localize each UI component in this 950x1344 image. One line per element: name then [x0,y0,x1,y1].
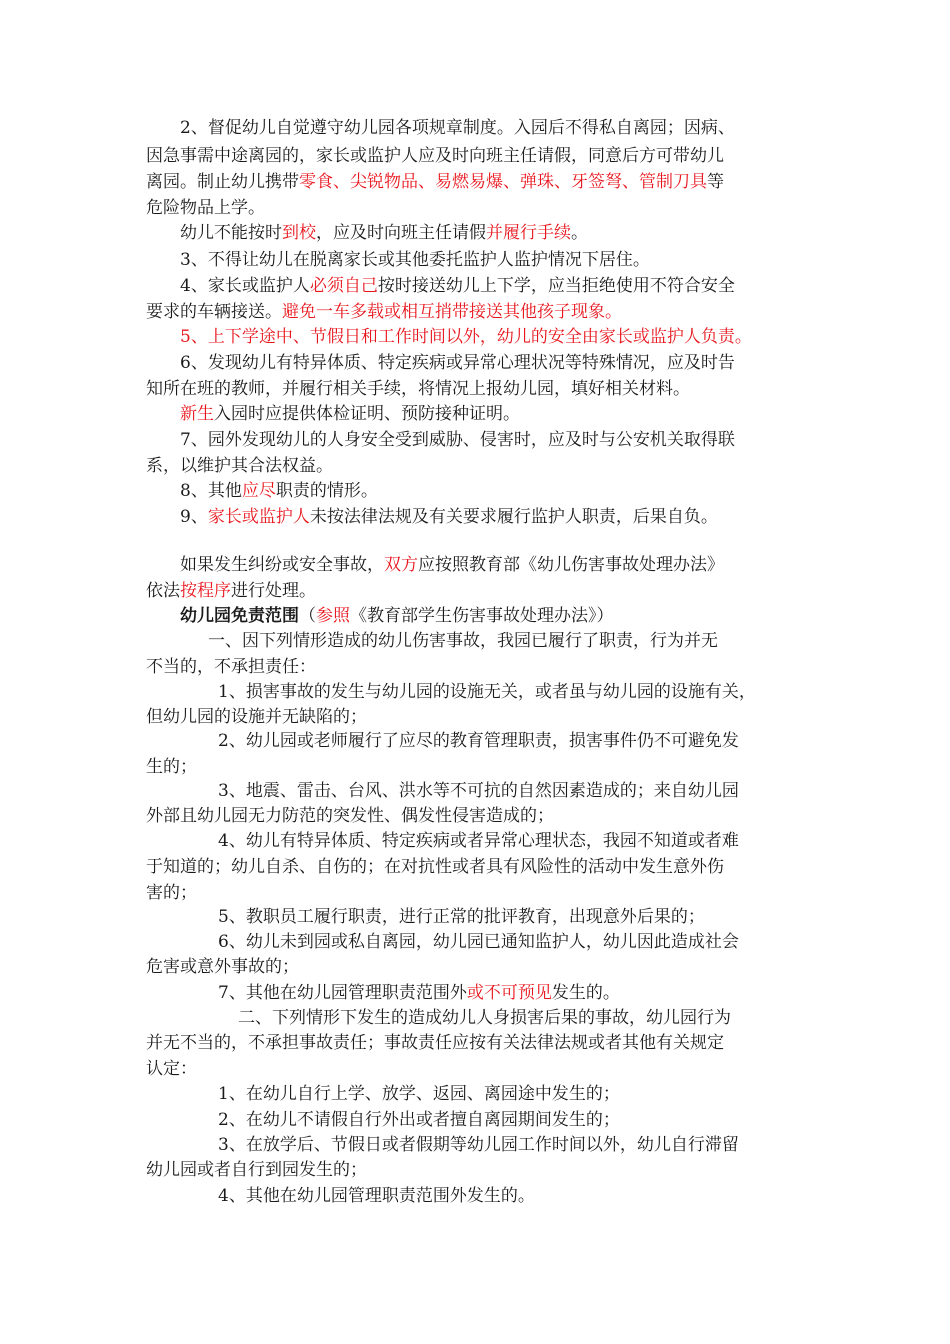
text-line [146,145,724,167]
text-run: 进行处理。 [231,581,316,601]
highlight-text: 避免一车多载或相互捎带接送其他孩子现象。 [282,302,622,322]
text-line [146,1032,724,1054]
text-line [180,117,735,139]
text-run: 生的； [146,757,197,777]
highlight-text: 或不可预见 [466,983,552,1003]
text-run: 6、发现幼儿有特异体质、特定疾病或异常心理状况等特殊情况，应及时告 [180,353,735,373]
text-run: 不当的，不承担责任： [146,657,316,677]
text-line [218,1185,535,1207]
text-line [218,780,739,802]
text-run: 幼儿园或者自行到园发生的； [146,1160,367,1180]
text-run: 5、教职员工履行职责，进行正常的批评教育，出现意外后果的； [218,907,705,927]
text-run: 二、下列情形下发生的造成幼儿人身损害后果的事故，幼儿园行为 [238,1008,731,1028]
text-run: 4、其他在幼儿园管理职责范围外发生的。 [218,1186,535,1206]
text-run: 7、园外发现幼儿的人身安全受到威胁、侵害时，应及时与公安机关取得联 [180,430,735,450]
highlight-text: 必须自己 [309,276,378,296]
text-run: 3、不得让幼儿在脱离家长或其他委托监护人监护情况下居住。 [180,250,650,270]
text-run: ，应及时向班主任请假 [316,223,486,243]
text-line [180,326,752,348]
text-run: 等 [707,172,724,192]
text-line [180,554,724,576]
highlight-text: 并履行手续 [486,223,571,243]
text-run: 职责的情形。 [275,481,378,501]
text-run: 认定： [146,1059,197,1079]
text-run: 7、其他在幼儿园管理职责范围外 [218,983,467,1003]
text-run: 于知道的；幼儿自杀、自伤的；在对抗性或者具有风险性的活动中发生意外伤 [146,857,724,877]
text-line [180,403,520,425]
text-line [146,656,316,678]
bold-text: 幼儿园免责范围 [180,606,299,626]
text-run: 知所在班的教师，并履行相关手续，将情况上报幼儿园，填好相关材料。 [146,379,690,399]
text-line [180,429,735,451]
highlight-text: 参照 [316,606,350,626]
highlight-text: 按程序 [180,581,231,601]
text-line [180,352,735,374]
text-run: 《教育部学生伤害事故处理办法》） [350,606,614,626]
text-run: 害的； [146,883,197,903]
text-line [218,830,739,852]
text-line [146,956,299,978]
highlight-text: 新生 [180,404,214,424]
text-line [180,249,650,271]
text-line [146,171,724,193]
text-line [218,931,739,953]
text-run: 入园时应提供体检证明、预防接种证明。 [214,404,520,424]
text-line [146,1058,197,1080]
text-line [208,630,718,652]
highlight-text: 家长或监护人 [207,507,310,527]
text-line [218,906,705,928]
text-line [180,480,378,502]
text-run: 并无不当的，不承担事故责任；事故责任应按有关法律法规或者其他有关规定 [146,1033,724,1053]
text-run: 2、在幼儿不请假自行外出或者擅自离园期间发生的； [218,1110,620,1130]
text-line [146,805,554,827]
text-line [146,756,197,778]
text-line [146,856,724,878]
text-run: 3、地震、雷击、台风、洪水等不可抗的自然因素造成的；来自幼儿园 [218,781,739,801]
text-run: 幼儿不能按时 [180,223,282,243]
text-line [218,1109,620,1131]
text-line [146,882,197,904]
highlight-text: 到校 [282,223,316,243]
text-line [146,706,367,728]
text-run: 离园。制止幼儿携带 [146,172,299,192]
text-line [218,681,756,703]
text-line [146,301,622,323]
text-run: 未按法律法规及有关要求履行监护人职责，后果自负。 [309,507,718,527]
text-line [180,506,718,528]
text-run: 系，以维护其合法权益。 [146,456,333,476]
text-run: 6、幼儿未到园或私自离园，幼儿园已通知监护人，幼儿因此造成社会 [218,932,739,952]
text-line [146,197,265,219]
text-line [146,580,316,602]
text-line [218,730,739,752]
text-line [238,1007,731,1029]
highlight-text: 双方 [384,555,418,575]
text-run: 2、幼儿园或老师履行了应尽的教育管理职责，损害事件仍不可避免发 [218,731,739,751]
text-run: 因急事需中途离园的，家长或监护人应及时向班主任请假，同意后方可带幼儿 [146,146,724,166]
text-line [218,982,620,1004]
highlight-text: 应尽 [241,481,276,501]
text-line [146,455,333,477]
text-run: 但幼儿园的设施并无缺陷的； [146,707,367,727]
text-run: 1、损害事故的发生与幼儿园的设施无关，或者虽与幼儿园的设施有关， [218,682,756,702]
text-run: 要求的车辆接送。 [146,302,282,322]
text-run: 3、在放学后、节假日或者假期等幼儿园工作时间以外，幼儿自行滞留 [218,1135,739,1155]
text-run: 2、督促幼儿自觉遵守幼儿园各项规章制度。入园后不得私自离园；因病、 [180,118,735,138]
text-line [218,1134,739,1156]
text-run: 应按照教育部《幼儿伤害事故处理办法》 [418,555,724,575]
text-run: 发生的。 [551,983,620,1003]
text-line [180,222,588,244]
text-line [180,605,614,627]
text-run: 一、因下列情形造成的幼儿伤害事故，我园已履行了职责，行为并无 [208,631,718,651]
text-run: 1、在幼儿自行上学、放学、返园、离园途中发生的； [218,1084,620,1104]
text-run: （ [299,606,316,626]
text-run: 。 [571,223,588,243]
text-line [218,1083,620,1105]
text-run: 4、幼儿有特异体质、特定疾病或者异常心理状态，我园不知道或者难 [218,831,739,851]
text-run: 危害或意外事故的； [146,957,299,977]
highlight-text: 零食、尖锐物品、易燃易爆、弹珠、牙签弩、管制刀具 [299,172,707,192]
text-run: 依法 [146,581,180,601]
text-run: 按时接送幼儿上下学，应当拒绝使用不符合安全 [377,276,735,296]
text-line [146,1159,367,1181]
text-run: 9、 [180,507,208,527]
text-run: 外部且幼儿园无力防范的突发性、偶发性侵害造成的； [146,806,554,826]
text-run: 4、家长或监护人 [180,276,310,296]
text-line [146,378,690,400]
text-run: 8、其他 [180,481,242,501]
highlight-text: 5、上下学途中、节假日和工作时间以外，幼儿的安全由家长或监护人负责。 [180,327,752,347]
text-run: 如果发生纠纷或安全事故， [180,555,384,575]
text-run: 危险物品上学。 [146,198,265,218]
text-line [180,275,735,297]
